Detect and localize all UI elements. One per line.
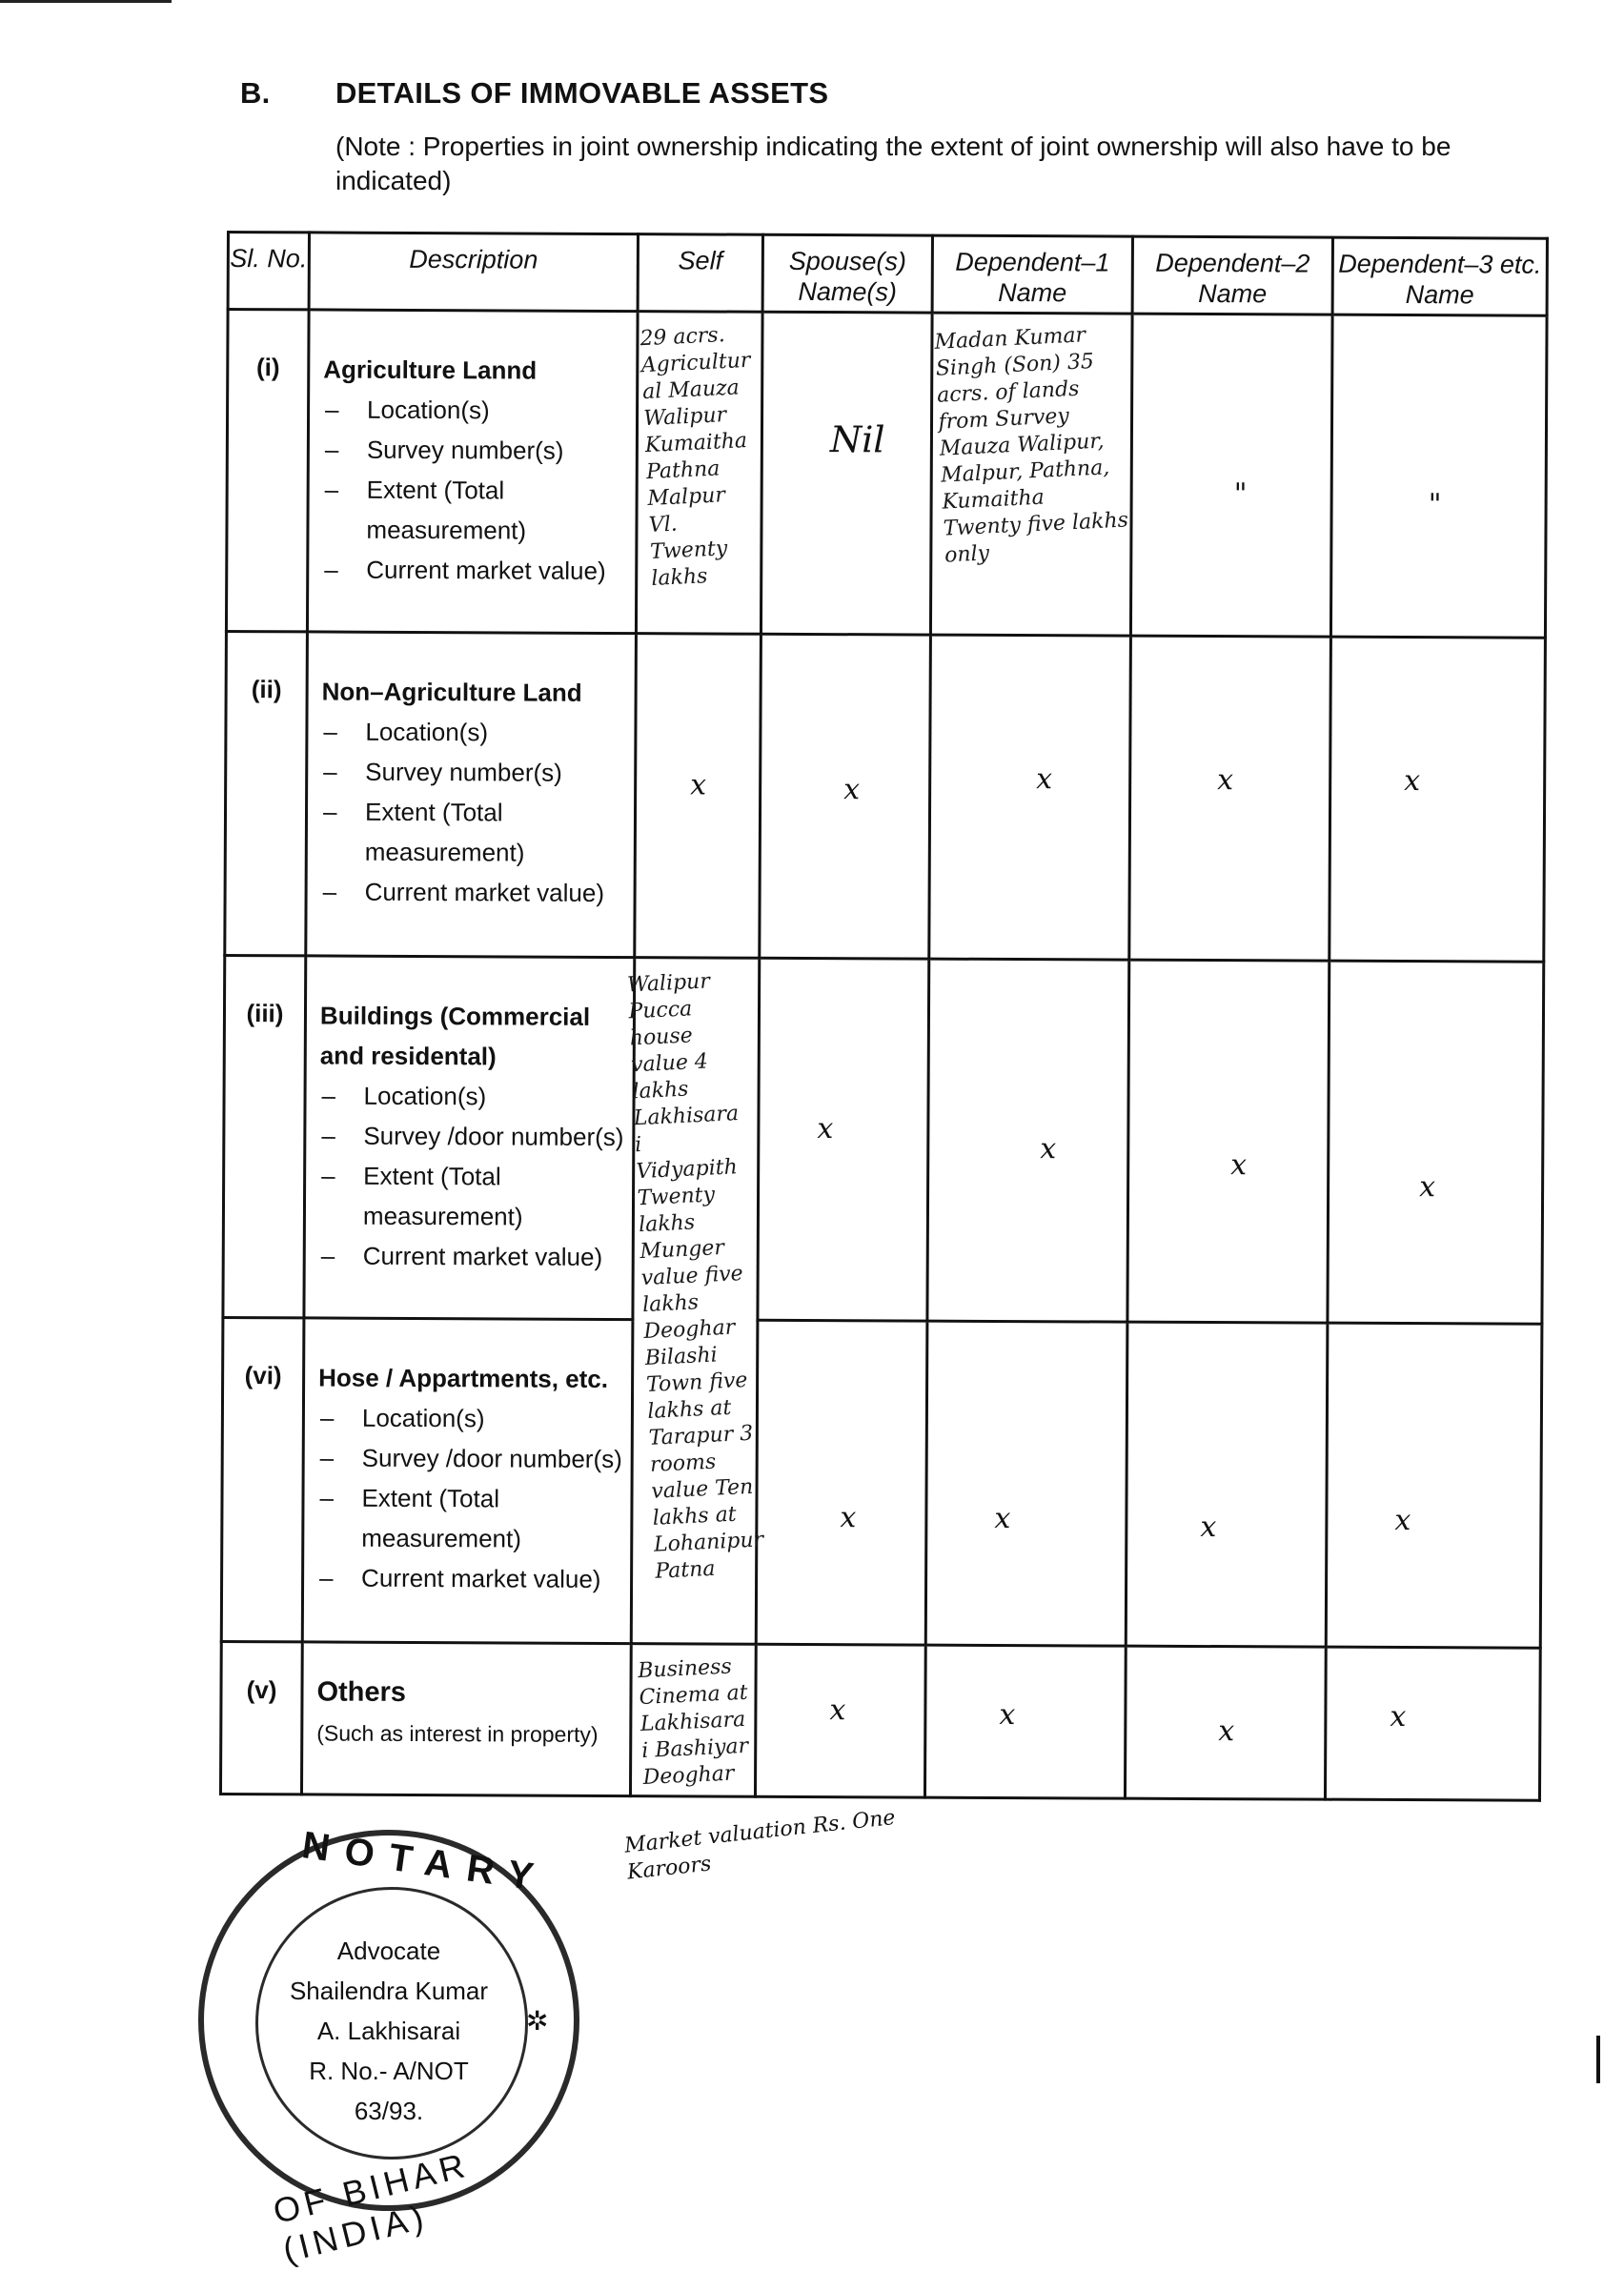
table-row xyxy=(226,310,1547,639)
market-valuation-note: Market valuation Rs. One Karoors xyxy=(622,1805,897,1885)
section-title: DETAILS OF IMMOVABLE ASSETS xyxy=(335,76,829,110)
row-description xyxy=(302,1318,633,1644)
row-title: Others xyxy=(316,1676,407,1708)
row-title: Non–Agriculture Land xyxy=(321,677,582,707)
row-item: – Survey number(s) xyxy=(321,751,626,793)
row-item: – Current market value) xyxy=(322,549,627,591)
dependent-3-cell xyxy=(1330,314,1547,638)
spouse-value: x xyxy=(840,1501,857,1535)
spouse-cell xyxy=(761,312,932,635)
spouse-value: Nil xyxy=(829,418,885,461)
dependent-3-value: x xyxy=(1394,1504,1411,1538)
row-subtitle: (Such as interest in property) xyxy=(316,1720,599,1747)
table-row xyxy=(225,632,1546,963)
dependent-3-cell xyxy=(1328,961,1544,1324)
dependent-1-cell xyxy=(925,1321,1127,1646)
dependent-1-value: x xyxy=(1036,762,1053,797)
row-title: Buildings (Commercial and residental) xyxy=(319,1001,591,1071)
dependent-1-value: x xyxy=(994,1501,1011,1536)
row-item: – Extent (Total measurement) xyxy=(317,1477,622,1559)
dependent-3-value: " xyxy=(1428,488,1442,522)
row-sl-no: (vi) xyxy=(221,1317,304,1641)
dependent-2-value: " xyxy=(1233,477,1248,512)
spouse-value: x xyxy=(843,773,861,807)
dependent-1-cell xyxy=(927,959,1129,1322)
stamp-top-text: NOTARY xyxy=(299,1824,552,1900)
stamp-line: 63/93. xyxy=(354,2097,424,2125)
section-note: (Note : Properties in joint ownership indicating the extent of joint ownership will also have to be indicated) xyxy=(335,132,1451,195)
spouse-value: x xyxy=(829,1693,846,1728)
stamp-line: Shailendra Kumar xyxy=(289,1977,489,2005)
row-item: – Location(s) xyxy=(319,1075,624,1117)
notary-stamp xyxy=(198,1824,579,2270)
dependent-2-value: x xyxy=(1200,1511,1217,1545)
dependent-3-value: x xyxy=(1419,1170,1436,1205)
row-description xyxy=(304,956,635,1320)
dependent-1-value: x xyxy=(1040,1132,1057,1166)
row-item: – Survey /door number(s) xyxy=(319,1115,624,1157)
row-sl-no: (ii) xyxy=(225,632,308,956)
dependent-3-cell xyxy=(1326,1323,1542,1648)
row-item: – Extent (Total measurement) xyxy=(322,469,627,551)
spouse-cell xyxy=(755,1644,925,1797)
row-sl-no: (iii) xyxy=(223,955,306,1317)
stamp-line: Advocate xyxy=(336,1936,441,1965)
row-item: – Survey number(s) xyxy=(323,429,628,471)
self-value: 29 acrs. Agricultural Mauza Walipur Kumaitha Pathna Malpur Vl. Twenty lakhs xyxy=(629,309,769,637)
dependent-3-value: x xyxy=(1390,1699,1407,1734)
dependent-3-cell xyxy=(1325,1647,1540,1800)
spouse-value: x xyxy=(817,1112,834,1146)
row-item: – Current market value) xyxy=(321,871,626,913)
stamp-star-icon: ✲ xyxy=(526,2006,549,2036)
self-value: x xyxy=(690,768,707,802)
stamp-line: R. No.- A/NOT xyxy=(309,2057,469,2085)
self-cell xyxy=(635,634,761,959)
dependent-2-cell xyxy=(1125,1646,1326,1799)
row-description xyxy=(301,1642,631,1796)
dependent-1-value: x xyxy=(999,1697,1016,1733)
row-item: – Current market value) xyxy=(319,1235,624,1277)
header-dependent-3: Dependent–3 etc. Name xyxy=(1332,237,1547,315)
dependent-1-cell xyxy=(929,635,1131,960)
header-spouse: Spouse(s) Name(s) xyxy=(762,234,932,313)
dependent-2-value: x xyxy=(1217,763,1234,798)
scan-edge-line xyxy=(0,0,172,3)
header-sl-no: Sl. No. xyxy=(228,233,309,310)
spouse-cell xyxy=(760,634,931,959)
row-item: – Location(s) xyxy=(318,1397,623,1439)
row-description xyxy=(307,310,638,634)
dependent-3-value: x xyxy=(1404,764,1421,799)
immovable-assets-table xyxy=(219,231,1549,1802)
dependent-2-value: x xyxy=(1218,1714,1235,1749)
self-value: Business Cinema at Lakhisarai Bashiyar Deoghar xyxy=(627,1641,759,1799)
row-item: – Extent (Total measurement) xyxy=(319,1155,624,1237)
dependent-2-value: x xyxy=(1230,1148,1248,1183)
section-number: B. xyxy=(240,76,271,110)
table-header-row xyxy=(228,233,1547,316)
stamp-line: A. Lakhisarai xyxy=(316,2017,461,2045)
row-item: – Current market value) xyxy=(317,1557,622,1599)
row-item: – Survey /door number(s) xyxy=(318,1437,623,1479)
stamp-bottom-text: OF BIHAR (INDIA) xyxy=(269,2144,474,2270)
row-sl-no: (v) xyxy=(220,1641,302,1794)
row-title: Hose / Appartments, etc. xyxy=(318,1363,609,1393)
row-item: – Location(s) xyxy=(321,711,626,753)
row-item: – Location(s) xyxy=(323,389,628,431)
table-row xyxy=(223,955,1544,1324)
self-value: Walipur Pucca house value 4 lakhs Lakhisarai Vidyapith Twenty lakhs Munger value five lakhs Deoghar Bilashi Town five lakhs at Tarapur 3 rooms value Ten lakhs at Lohanipur Patna xyxy=(617,955,774,1646)
header-dependent-2: Dependent–2 Name xyxy=(1132,236,1332,314)
dependent-2-cell xyxy=(1127,960,1330,1323)
spouse-cell xyxy=(758,958,929,1321)
table-row xyxy=(221,1317,1542,1648)
header-self: Self xyxy=(638,234,762,313)
row-sl-no: (i) xyxy=(226,310,309,632)
row-title: Agriculture Lannd xyxy=(323,355,538,385)
dependent-2-cell xyxy=(1129,636,1331,961)
section-heading xyxy=(240,76,828,111)
dependent-1-cell xyxy=(924,1645,1126,1798)
header-dependent-1: Dependent–1 Name xyxy=(932,235,1132,314)
dependent-2-cell xyxy=(1126,1322,1328,1647)
header-description: Description xyxy=(309,233,638,312)
dependent-2-cell xyxy=(1130,314,1332,637)
dependent-3-cell xyxy=(1330,637,1546,962)
row-item: – Extent (Total measurement) xyxy=(321,791,626,873)
margin-mark xyxy=(1596,2036,1600,2083)
row-description xyxy=(306,632,637,958)
table-row xyxy=(220,1641,1540,1800)
spouse-cell xyxy=(756,1320,927,1645)
dependent-1-value: Madan Kumar Singh (Son) 35 acrs. of lands from Survey Mauza Walipur, Malpur, Pathna, Kumaitha Twenty five lakhs only xyxy=(924,309,1139,640)
